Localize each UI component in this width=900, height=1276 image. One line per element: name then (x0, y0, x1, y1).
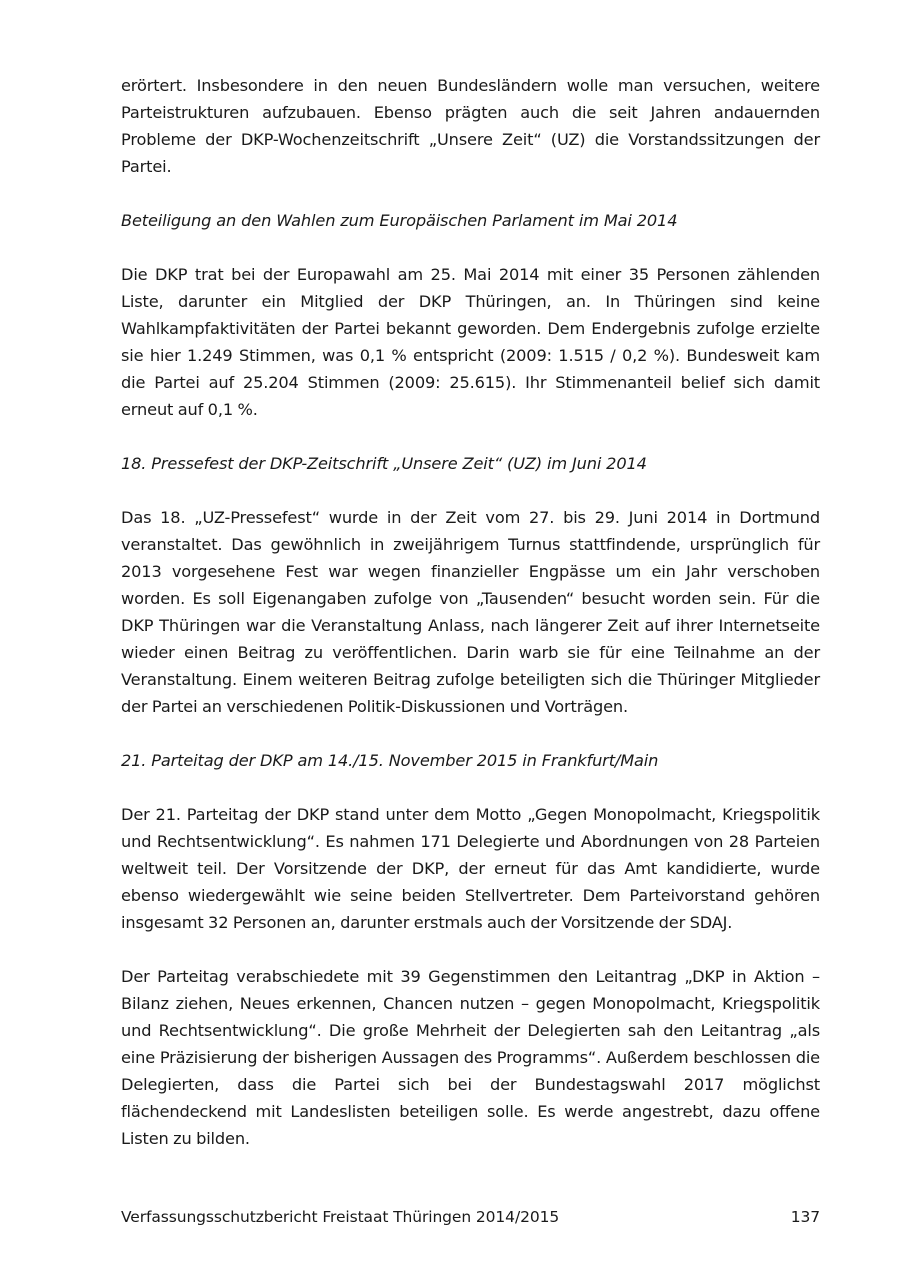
spacer (121, 234, 820, 261)
section-heading-europawahl: Beteiligung an den Wahlen zum Europäischen Parlament im Mai 2014 (121, 211, 678, 230)
spacer (121, 180, 820, 207)
body-paragraph-leitantrag: Der Parteitag verabschiedete mit 39 Gegenstimmen den Leitantrag „DKP in Aktion – Bilanz ziehen, Neues erkennen, Chancen nutzen – gegen Monopolmacht, Kriegspolitik und Rechtsentwicklung“. Die große Mehrheit der Delegierten sah den Leitantrag „als eine Präzisierung der bisherigen Aussagen des Programms“. Außerdem beschlossen die Delegierten, dass die Partei sich bei der Bundestagswahl 2017 möglichst flächendeckend mit Landeslisten beteiligen solle. Es werde angestrebt, dazu offene Listen zu bilden. (121, 967, 820, 1148)
spacer (121, 720, 820, 747)
body-paragraph-pressefest: Das 18. „UZ-Pressefest“ wurde in der Zeit vom 27. bis 29. Juni 2014 in Dortmund veranstaltet. Das gewöhnlich in zweijährigem Turnus stattfindende, ursprünglich für 2013 vorgesehene Fest war wegen finanzieller Engpässe um ein Jahr verschoben worden. Es soll Eigenangaben zufolge von „Tausenden“ besucht worden sein. Für die DKP Thüringen war die Veranstaltung Anlass, nach längerer Zeit auf ihrer Internetseite wieder einen Beitrag zu veröffentlichen. Darin warb sie für eine Teilnahme an der Veranstaltung. Einem weiteren Beitrag zufolge beteiligten sich die Thüringer Mitglieder der Partei an verschiedenen Politik-Diskussionen und Vorträgen. (121, 508, 820, 716)
body-paragraph-continuation: erörtert. Insbesondere in den neuen Bundesländern wolle man versuchen, weitere Parteistrukturen aufzubauen. Ebenso prägten auch die seit Jahren andauernden Probleme der DKP-Wochenzeitschrift „Unsere Zeit“ (UZ) die Vorstandssitzungen der Partei. (121, 76, 820, 176)
spacer (121, 423, 820, 450)
body-paragraph-europawahl: Die DKP trat bei der Europawahl am 25. Mai 2014 mit einer 35 Personen zählenden Liste, darunter ein Mitglied der DKP Thüringen, an. In Thüringen sind keine Wahlkampfaktivitäten der Partei bekannt geworden. Dem Endergebnis zufolge erzielte sie hier 1.249 Stimmen, was 0,1 % entspricht (2009: 1.515 / 0,2 %). Bundesweit kam die Partei auf 25.204 Stimmen (2009: 25.615). Ihr Stimmenanteil belief sich damit erneut auf 0,1 %. (121, 265, 820, 419)
spacer (121, 936, 820, 963)
section-heading-parteitag: 21. Parteitag der DKP am 14./15. November 2015 in Frankfurt/Main (121, 751, 659, 770)
page-number: 137 (790, 1208, 820, 1226)
page-body (121, 72, 820, 1152)
spacer (121, 477, 820, 504)
section-heading-pressefest: 18. Pressefest der DKP-Zeitschrift „Unsere Zeit“ (UZ) im Juni 2014 (121, 454, 647, 473)
footer-title: Verfassungsschutzbericht Freistaat Thüringen 2014/2015 (121, 1208, 560, 1226)
page-footer (121, 1206, 820, 1228)
spacer (121, 774, 820, 801)
body-paragraph-parteitag: Der 21. Parteitag der DKP stand unter dem Motto „Gegen Monopolmacht, Kriegspolitik und Rechtsentwicklung“. Es nahmen 171 Delegierte und Abordnungen von 28 Parteien weltweit teil. Der Vorsitzende der DKP, der erneut für das Amt kandidierte, wurde ebenso wiedergewählt wie seine beiden Stellvertreter. Dem Parteivorstand gehören insgesamt 32 Personen an, darunter erstmals auch der Vorsitzende der SDAJ. (121, 805, 820, 932)
